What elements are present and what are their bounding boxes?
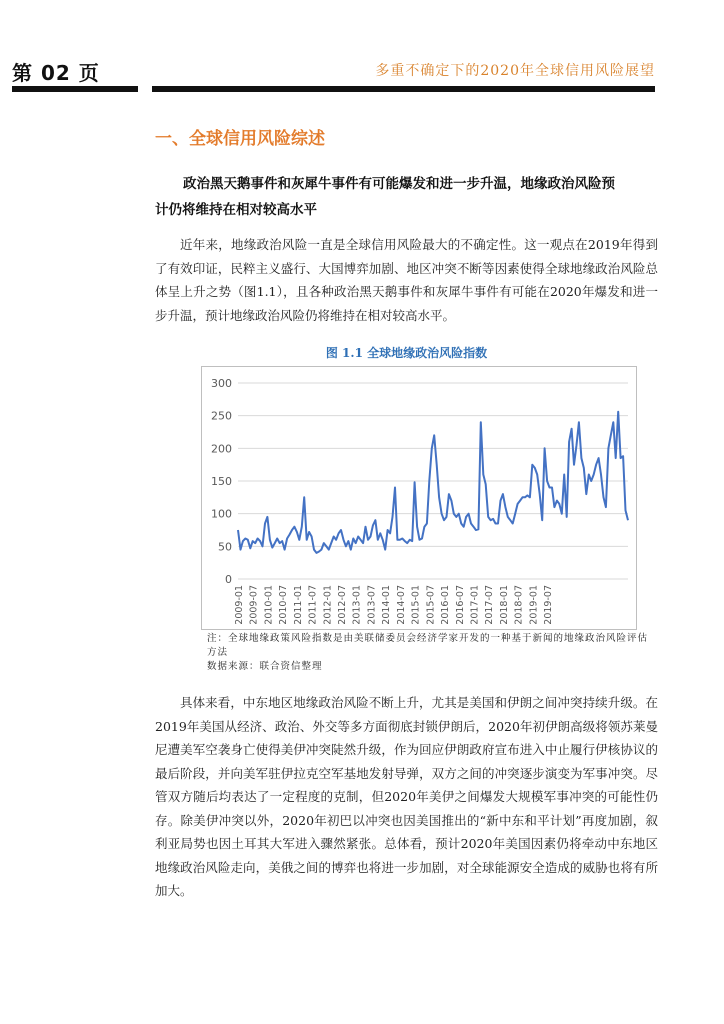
y-tick-label: 0 [225,573,232,586]
x-tick-label: 2014-07 [395,585,407,625]
subheading-line-1: 政治黑天鹅事件和灰犀牛事件有可能爆发和进一步升温，地缘政治风险预 [183,176,615,192]
x-tick-label: 2010-01 [263,585,275,625]
x-tick-label: 2009-01 [234,585,245,625]
figure-notes [207,632,657,674]
paragraph-2 [155,691,658,903]
figure-note: 注：全球地缘政策风险指数是由美联储委员会经济学家开发的一种基于新闻的地缘政治风险评估方法 [207,633,649,658]
y-tick-label: 100 [211,507,232,521]
x-tick-label: 2012-07 [337,585,349,625]
y-tick-label: 150 [211,475,232,488]
x-tick-label: 2017-01 [469,585,481,625]
x-tick-label: 2013-01 [351,585,363,625]
x-tick-label: 2019-07 [543,585,555,625]
x-tick-label: 2014-01 [381,585,393,625]
y-tick-label: 250 [211,409,232,423]
x-tick-label: 2015-07 [425,585,437,625]
chart-frame [201,366,637,630]
x-tick-label: 2018-01 [498,585,510,625]
x-tick-label: 2010-07 [278,585,290,625]
x-tick-label: 2016-01 [440,585,452,625]
series-line-risk-index [238,412,628,553]
x-tick-label: 2018-07 [513,585,525,625]
paragraph-1-text: 近年来，地缘政治风险一直是全球信用风险最大的不确定性。这一观点在2019年得到了有效印证，民粹主义盛行、大国博弈加剧、地区冲突不断等因素使得全球地缘政治风险总体呈上升之势（图1.1），且各种政治黑天鹅事件和灰犀牛事件有可能在2020年爆发和进一步升温，预计地缘政治风险仍将维持在相对较高水平。 [155,237,658,323]
running-title: 多重不确定下的2020年全球信用风险展望 [375,63,655,79]
header-rule-right [152,86,655,92]
geopolitical-risk-chart [202,367,636,629]
x-tick-label: 2009-07 [248,585,260,625]
x-tick-label: 2011-01 [292,585,304,625]
subheading [155,171,657,223]
y-tick-label: 300 [211,377,232,390]
y-tick-label: 50 [218,540,232,554]
figure-source: 数据来源：联合资信整理 [207,661,323,672]
y-tick-label: 200 [211,442,232,456]
header-rule-left [12,86,138,92]
x-tick-label: 2012-01 [322,585,334,625]
x-tick-label: 2013-07 [366,585,378,625]
x-tick-label: 2011-07 [307,585,319,625]
section-title: 一、全球信用风险综述 [155,129,325,149]
page-number: 第 02 页 [12,61,100,85]
figure-title: 图 1.1 全球地缘政治风险指数 [325,346,488,360]
x-tick-label: 2015-01 [410,585,422,625]
x-tick-label: 2019-01 [528,585,540,625]
x-tick-label: 2016-07 [454,585,466,625]
paragraph-1 [155,233,658,327]
x-tick-label: 2017-07 [484,585,496,625]
subheading-line-2: 计仍将维持在相对较高水平 [155,202,317,218]
paragraph-2-text: 具体来看，中东地区地缘政治风险不断上升，尤其是美国和伊朗之间冲突持续升级。在2019年美国从经济、政治、外交等多方面彻底封锁伊朗后，2020年初伊朗高级将领苏莱曼尼遭美军空袭身亡使得美伊冲突陡然升级，作为回应伊朗政府宣布进入中止履行伊核协议的最后阶段，并向美军驻伊拉克空军基地发射导弹，双方之间的冲突逐步演变为军事冲突。尽管双方随后均表达了一定程度的克制，但2020年美伊之间爆发大规模军事冲突的可能性仍存。除美伊冲突以外，2020年初巴以冲突也因美国推出的“新中东和平计划”再度加剧，叙利亚局势也因土耳其大军进入骤然紧张。总体看，预计2020年美国因素仍将牵动中东地区地缘政治风险走向，美俄之间的博弈也将进一步加剧，对全球能源安全造成的威胁也将有所加大。 [155,695,658,898]
